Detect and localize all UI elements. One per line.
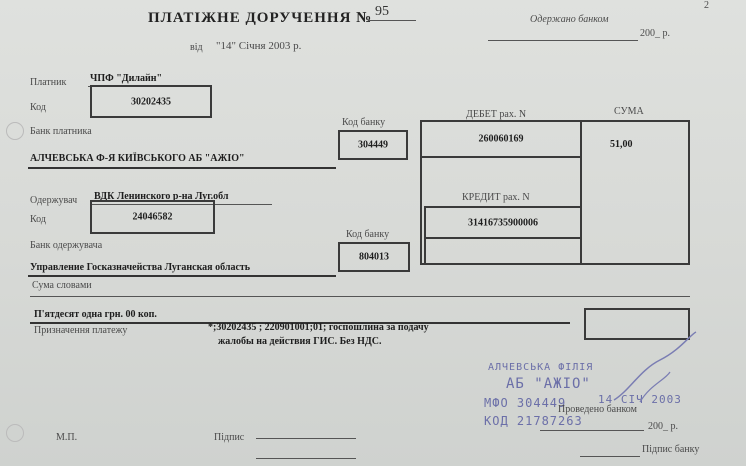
payer-code-box	[90, 85, 212, 118]
debit-label: ДЕБЕТ рах. N	[466, 109, 527, 120]
stamp-line-2: АБ "АЖІО"	[506, 376, 591, 392]
payer-bank-name: АЛЧЕВСЬКА Ф-Я КИЇВСЬКОГО АБ "АЖІО"	[30, 153, 245, 164]
processed-by-bank-label: Проведено банком	[558, 404, 637, 415]
corner-mark: 2	[704, 0, 709, 11]
signature-label: Підпис	[214, 432, 245, 443]
recipient-bank-code-label: Код банку	[346, 229, 390, 240]
payment-purpose-label: Призначення платежу	[34, 325, 128, 336]
credit-label: КРЕДИТ рах. N	[462, 192, 530, 203]
bank-signature-scribble	[610, 330, 700, 410]
credit-account: 31416735900006	[468, 217, 538, 228]
recipient-label: Одержувач	[30, 195, 78, 206]
sum-label: СУМА	[614, 106, 644, 117]
recipient-bank-line	[28, 275, 336, 277]
recipient-code: 24046582	[132, 211, 173, 223]
credit-account-box	[424, 206, 582, 239]
recipient-code-label: Код	[30, 214, 46, 225]
debit-account-box	[420, 120, 582, 158]
recipient-bank-name: Управление Госказначейства Луганская область	[30, 262, 251, 273]
processed-year: 200_ р.	[648, 421, 678, 432]
amount-in-words: П'ятдесят одна грн. 00 коп.	[34, 309, 157, 320]
bank-signature-label: Підпис банку	[642, 444, 700, 455]
amount-in-words-label: Сума словами	[32, 280, 92, 291]
payer-bank-line	[28, 167, 336, 169]
recipient-bank-label: Банк одержувача	[30, 240, 103, 251]
bank-signature-line	[580, 456, 640, 457]
recipient-bank-code: 804013	[359, 251, 389, 263]
signature-line-2	[256, 458, 356, 459]
recipient-code-box	[90, 200, 215, 234]
processed-date-line	[540, 430, 644, 431]
payer-bank-label: Банк платника	[30, 126, 92, 137]
amount-words-line-1	[30, 296, 690, 297]
stamp-line-4: КОД 21787263	[484, 414, 583, 428]
punch-hole-top	[6, 122, 24, 140]
payer-name: ЧПФ "Дилайн"	[90, 73, 163, 84]
payer-label: Платник	[30, 77, 67, 88]
document-date: "14" Січня 2003 р.	[216, 40, 302, 52]
payer-bank-code-box	[338, 130, 408, 160]
credit-extra-box	[424, 237, 582, 265]
recipient-name: ВДК Ленинского р-на Луг.обл	[94, 191, 229, 202]
payer-code: 30202435	[131, 96, 171, 107]
seal-place-label: М.П.	[56, 432, 78, 443]
payment-purpose-line-2: жалобы на действия ГИС. Без НДС.	[218, 336, 382, 347]
stamp-line-1: АЛЧЕВСЬКА ФІЛІЯ	[488, 362, 594, 373]
payment-purpose-line-1: *;30202435 ; 220901001;01; госпошлина за подачу	[208, 322, 429, 333]
signature-line-1	[256, 438, 356, 439]
punch-hole-bottom	[6, 424, 24, 442]
stamp-line-3: МФО 304449	[484, 396, 567, 410]
document-number: 95	[375, 4, 389, 19]
stamp-date: 14 СІЧ 2003	[598, 393, 682, 406]
payer-bank-code-label: Код банку	[342, 117, 386, 128]
sum-value: 51,00	[610, 139, 633, 150]
received-by-bank-label: Одержано банком	[530, 14, 609, 25]
payer-code-label: Код	[30, 102, 46, 113]
debit-account: 260060169	[478, 133, 524, 145]
number-underline	[368, 20, 416, 21]
recipient-bank-code-box	[338, 242, 410, 272]
document-title: ПЛАТІЖНЕ ДОРУЧЕННЯ №	[148, 10, 373, 26]
payer-bank-code: 304449	[358, 139, 388, 151]
date-prefix: від	[190, 42, 203, 53]
received-date-line	[488, 40, 638, 41]
received-year: 200_ р.	[640, 28, 670, 39]
